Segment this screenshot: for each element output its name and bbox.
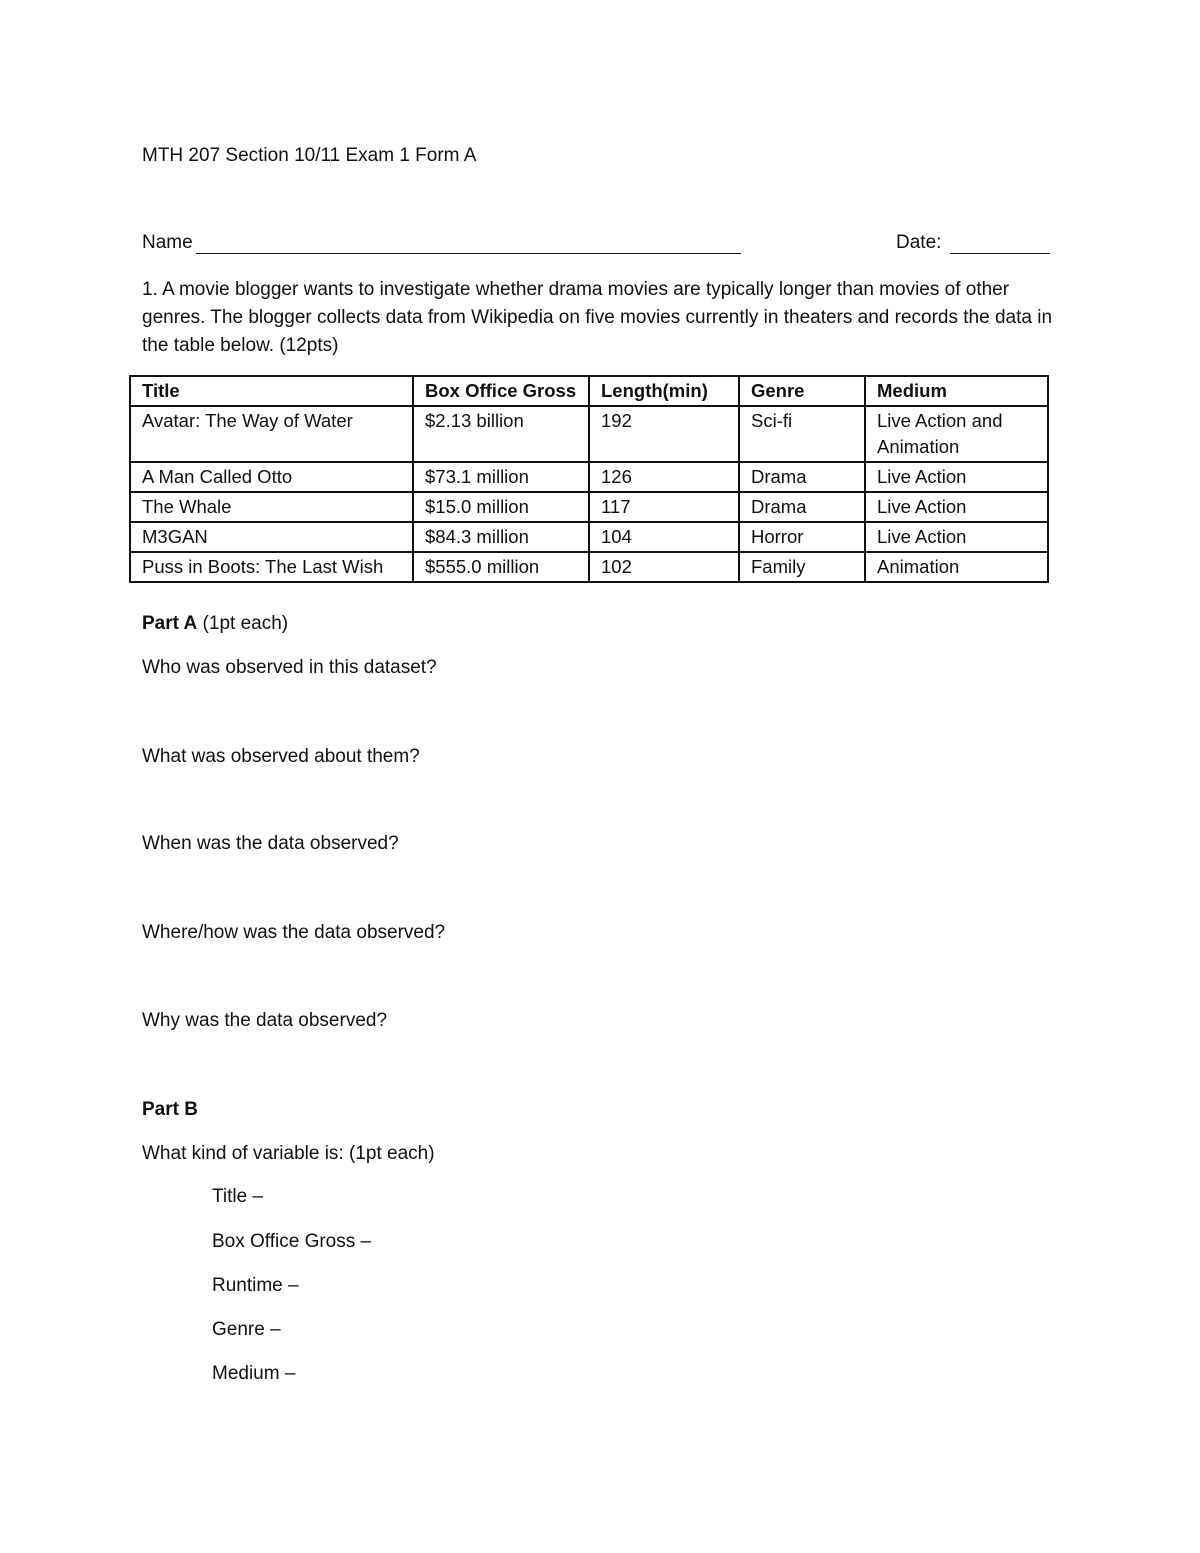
cell-length: 117 xyxy=(589,492,739,522)
part-a-question-why: Why was the data observed? xyxy=(142,1010,388,1031)
column-header-genre: Genre xyxy=(739,376,865,406)
cell-title: Puss in Boots: The Last Wish xyxy=(130,552,413,582)
cell-box-office: $2.13 billion xyxy=(413,406,589,462)
cell-medium: Live Action xyxy=(865,462,1048,492)
cell-length: 126 xyxy=(589,462,739,492)
cell-genre: Drama xyxy=(739,492,865,522)
variable-item-box-office: Box Office Gross – xyxy=(212,1231,372,1252)
variable-item-title: Title – xyxy=(212,1186,264,1207)
cell-title: Avatar: The Way of Water xyxy=(130,406,413,462)
cell-length: 192 xyxy=(589,406,739,462)
column-header-box-office: Box Office Gross xyxy=(413,376,589,406)
cell-box-office: $15.0 million xyxy=(413,492,589,522)
part-b-heading: Part B xyxy=(142,1099,198,1120)
cell-genre: Drama xyxy=(739,462,865,492)
cell-genre: Horror xyxy=(739,522,865,552)
cell-length: 102 xyxy=(589,552,739,582)
cell-box-office: $73.1 million xyxy=(413,462,589,492)
part-a-question-where: Where/how was the data observed? xyxy=(142,922,446,943)
cell-genre: Sci-fi xyxy=(739,406,865,462)
cell-genre: Family xyxy=(739,552,865,582)
movie-data-table xyxy=(129,375,1049,583)
cell-title: The Whale xyxy=(130,492,413,522)
name-blank-line xyxy=(196,253,741,254)
cell-box-office: $84.3 million xyxy=(413,522,589,552)
part-a-question-what: What was observed about them? xyxy=(142,746,420,767)
exam-title: MTH 207 Section 10/11 Exam 1 Form A xyxy=(142,145,477,166)
date-blank-line xyxy=(950,253,1050,254)
cell-title: A Man Called Otto xyxy=(130,462,413,492)
cell-medium: Animation xyxy=(865,552,1048,582)
date-label: Date: xyxy=(896,232,942,253)
question-1-text: 1. A movie blogger wants to investigate whether drama movies are typically longer than movies of other genres. The blogger collects data from Wikipedia on five movies currently in theaters and records the data in the table below. (12pts) xyxy=(142,279,1053,356)
table-row xyxy=(130,406,1048,462)
cell-medium: Live Action xyxy=(865,522,1048,552)
column-header-length: Length(min) xyxy=(589,376,739,406)
cell-medium: Live Action xyxy=(865,492,1048,522)
table-row xyxy=(130,462,1048,492)
part-a-label: Part A xyxy=(142,613,198,634)
part-a-points: (1pt each) xyxy=(202,613,289,634)
variable-item-medium: Medium – xyxy=(212,1363,296,1384)
variable-item-genre: Genre – xyxy=(212,1319,281,1340)
variable-item-runtime: Runtime – xyxy=(212,1275,299,1296)
part-b-prompt: What kind of variable is: (1pt each) xyxy=(142,1143,435,1164)
cell-length: 104 xyxy=(589,522,739,552)
table-row xyxy=(130,492,1048,522)
name-label: Name xyxy=(142,232,193,253)
part-a-heading xyxy=(142,613,288,635)
table-row xyxy=(130,522,1048,552)
part-a-question-when: When was the data observed? xyxy=(142,833,399,854)
table-header-row xyxy=(130,376,1048,406)
column-header-title: Title xyxy=(130,376,413,406)
part-a-question-who: Who was observed in this dataset? xyxy=(142,657,437,678)
name-date-row xyxy=(142,232,1050,262)
column-header-medium: Medium xyxy=(865,376,1048,406)
cell-title: M3GAN xyxy=(130,522,413,552)
cell-box-office: $555.0 million xyxy=(413,552,589,582)
cell-medium: Live Action and Animation xyxy=(865,406,1048,462)
table-row xyxy=(130,552,1048,582)
